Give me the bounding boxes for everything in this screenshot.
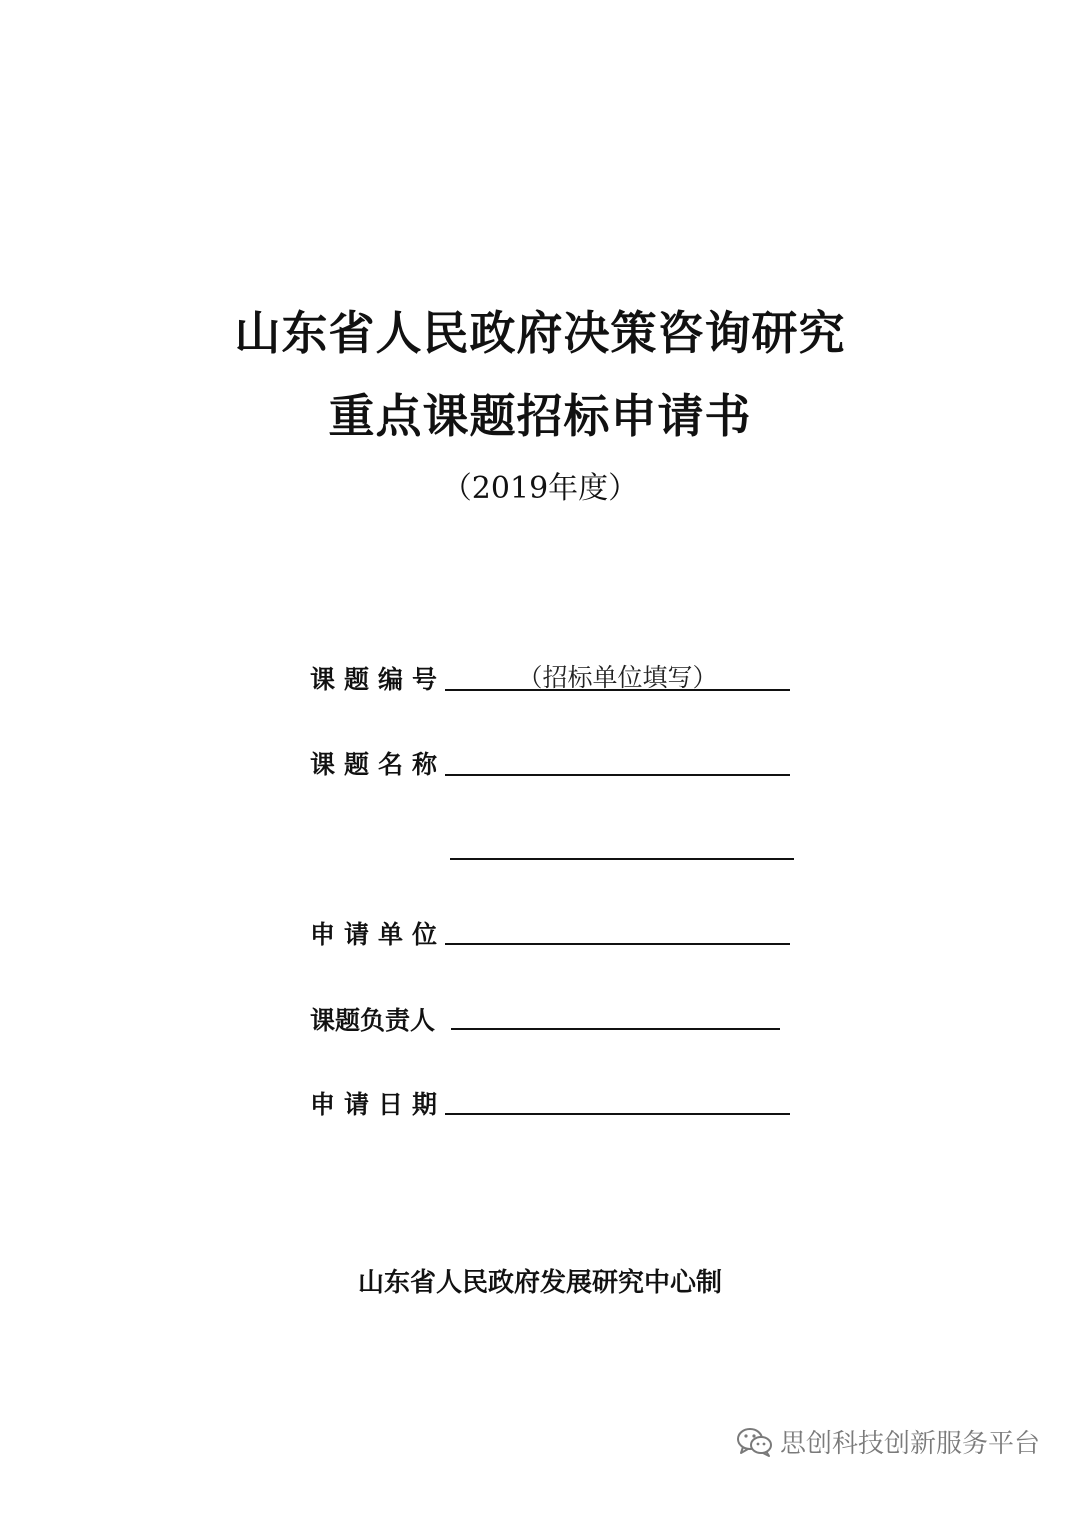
field-leader-line[interactable] — [451, 1028, 780, 1030]
watermark — [736, 1426, 1040, 1462]
field-name-label: 课题名称 — [310, 750, 447, 779]
field-number-hint: （招标单位填写） — [517, 663, 718, 692]
field-number-label: 课题编号 — [310, 665, 447, 694]
field-applicant-label: 申请单位 — [310, 920, 447, 949]
document-year: （2019年度） — [441, 471, 639, 506]
field-name-line-2[interactable] — [450, 858, 794, 860]
watermark-text: 思创科技创新服务平台 — [780, 1429, 1041, 1459]
field-date-line[interactable] — [445, 1113, 790, 1115]
field-date-label: 申请日期 — [310, 1090, 447, 1119]
wechat-icon — [736, 1426, 774, 1462]
footer-organization: 山东省人民政府发展研究中心制 — [357, 1268, 722, 1298]
field-applicant-line[interactable] — [445, 943, 790, 945]
document-title-line-2: 重点课题招标申请书 — [328, 389, 752, 443]
field-name-line-1[interactable] — [445, 774, 790, 776]
document-title-line-1: 山东省人民政府决策咨询研究 — [234, 306, 846, 360]
field-number-line[interactable] — [445, 689, 790, 691]
field-leader-label: 课题负责人 — [310, 1006, 436, 1035]
